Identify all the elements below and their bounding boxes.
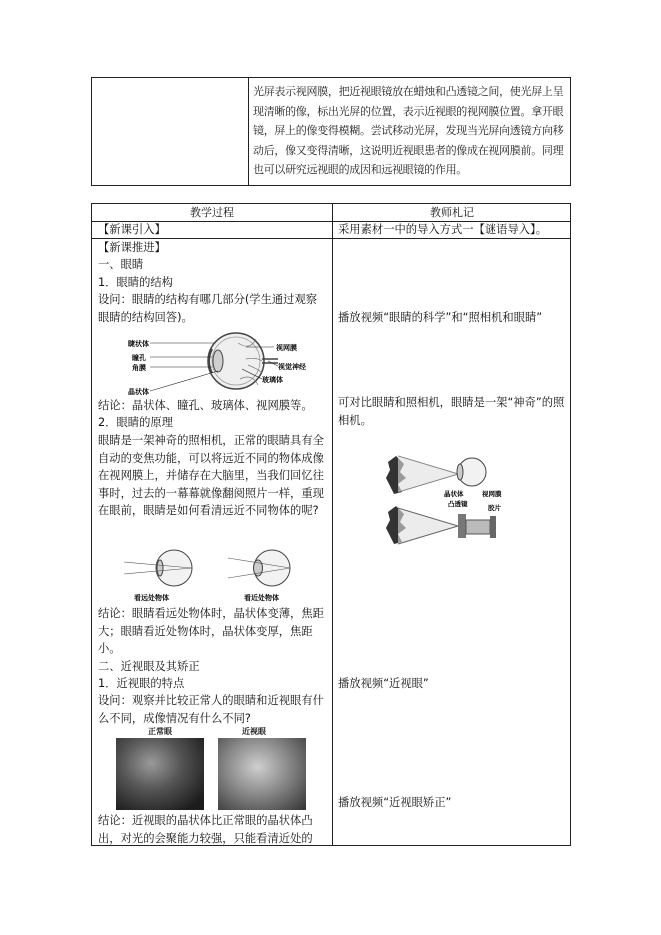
camera-label-lens: 晶状体 bbox=[444, 490, 464, 498]
label-optic-nerve: 视觉神经 bbox=[278, 363, 306, 371]
caption-myopic-eye: 近视眼 bbox=[242, 727, 266, 736]
section-new-lesson: 【新课推进】 bbox=[98, 241, 166, 254]
note-eye-camera-compare: 可对比眼睛和照相机，眼睛是一架“神奇”的照相机。 bbox=[338, 396, 565, 427]
label-lens: 晶状体 bbox=[128, 388, 149, 396]
top-table bbox=[91, 77, 571, 186]
row-intro-note: 采用素材一中的导入方式一【谜语导入】。 bbox=[338, 223, 547, 236]
top-table-right-cell: 光屏表示视网膜，把近视眼镜放在蜡烛和凸透镜之间，使光屏上呈现清晰的像，标出光屏的位置，表示近视眼的视网膜位置。拿开眼镜，屏上的像变得模糊。尝试移动光屏，发现当光屏向透镜方向移动后，像又变得清晰，这说明近视眼患者的像成在视网膜前。同理也可以研究远视眼的成因和远视眼镜的作用。 bbox=[253, 85, 564, 177]
row-new-lesson-intro: 【新课引入】 bbox=[98, 223, 166, 236]
label-vitreous-body: 玻璃体 bbox=[262, 376, 283, 384]
question-eye-structure: 设问：眼睛的结构有哪几部分(学生通过观察眼睛的结构回答)。 bbox=[98, 293, 318, 324]
note-play-video-myopia-correction: 播放视频“近视眼矫正” bbox=[338, 796, 452, 809]
heading-myopia-features: 1．近视眼的特点 bbox=[98, 677, 185, 690]
paragraph-eye-principle: 眼睛是一架神奇的照相机，正常的眼睛具有全自动的变焦功能，可以将远近不同的物体成像在视网膜上，并储存在大脑里，当我们回忆往事时，过去的一幕幕就像翻阅照片一样，重现在眼前，眼睛是如何看清远近不同物体的呢? bbox=[98, 434, 324, 518]
top-table-left-cell bbox=[92, 78, 249, 185]
camera-label-film: 胶片 bbox=[488, 504, 501, 512]
heading-eye-structure: 1．眼睛的结构 bbox=[98, 276, 173, 289]
label-cornea: 角膜 bbox=[132, 364, 146, 372]
normal-eye-photo bbox=[116, 738, 204, 810]
note-play-video-myopia: 播放视频“近视眼” bbox=[338, 677, 429, 690]
caption-view-near: 看近处物体 bbox=[244, 594, 279, 602]
column-divider bbox=[332, 204, 333, 845]
caption-view-far: 看远处物体 bbox=[134, 594, 169, 602]
heading-myopia: 二、近视眼及其矫正 bbox=[98, 660, 200, 673]
label-ciliary-body: 睫状体 bbox=[128, 340, 149, 348]
heading-eye-principle: 2．眼睛的原理 bbox=[98, 416, 173, 429]
question-myopia: 设问：观察并比较正常人的眼睛和近视眼有什么不同，成像情况有什么不同? bbox=[98, 694, 324, 725]
conclusion-myopia: 结论：近视眼的晶状体比正常眼的晶状体凸出，对光的会聚能力较强，只能看清近处的 bbox=[98, 814, 313, 845]
camera-label-convex-lens: 凸透镜 bbox=[448, 500, 468, 508]
conclusion-eye-structure: 结论：晶状体、瞳孔、玻璃体、视网膜等。 bbox=[98, 399, 313, 412]
row-divider bbox=[92, 238, 570, 239]
label-retina: 视网膜 bbox=[276, 344, 297, 352]
header-teaching-process: 教学过程 bbox=[190, 206, 234, 219]
note-play-video-eye: 播放视频“眼睛的科学”和“照相机和眼睛” bbox=[338, 311, 543, 324]
eye-far-focus-diagram bbox=[122, 544, 202, 604]
header-teacher-notes: 教师札记 bbox=[430, 206, 474, 219]
myopic-eye-photo bbox=[218, 738, 306, 810]
heading-eye: 一、眼睛 bbox=[98, 258, 144, 271]
eye-near-focus-diagram bbox=[220, 544, 300, 604]
camera-label-retina: 视网膜 bbox=[482, 490, 502, 498]
eye-structure-diagram bbox=[128, 329, 308, 397]
eye-camera-diagram bbox=[382, 448, 512, 552]
label-pupil: 瞳孔 bbox=[132, 354, 146, 362]
conclusion-eye-focus: 结论：眼睛看远处物体时，晶状体变薄，焦距大；眼睛看近处物体时，晶状体变厚，焦距小。 bbox=[98, 607, 324, 656]
main-table bbox=[91, 203, 571, 846]
caption-normal-eye: 正常眼 bbox=[148, 727, 172, 736]
